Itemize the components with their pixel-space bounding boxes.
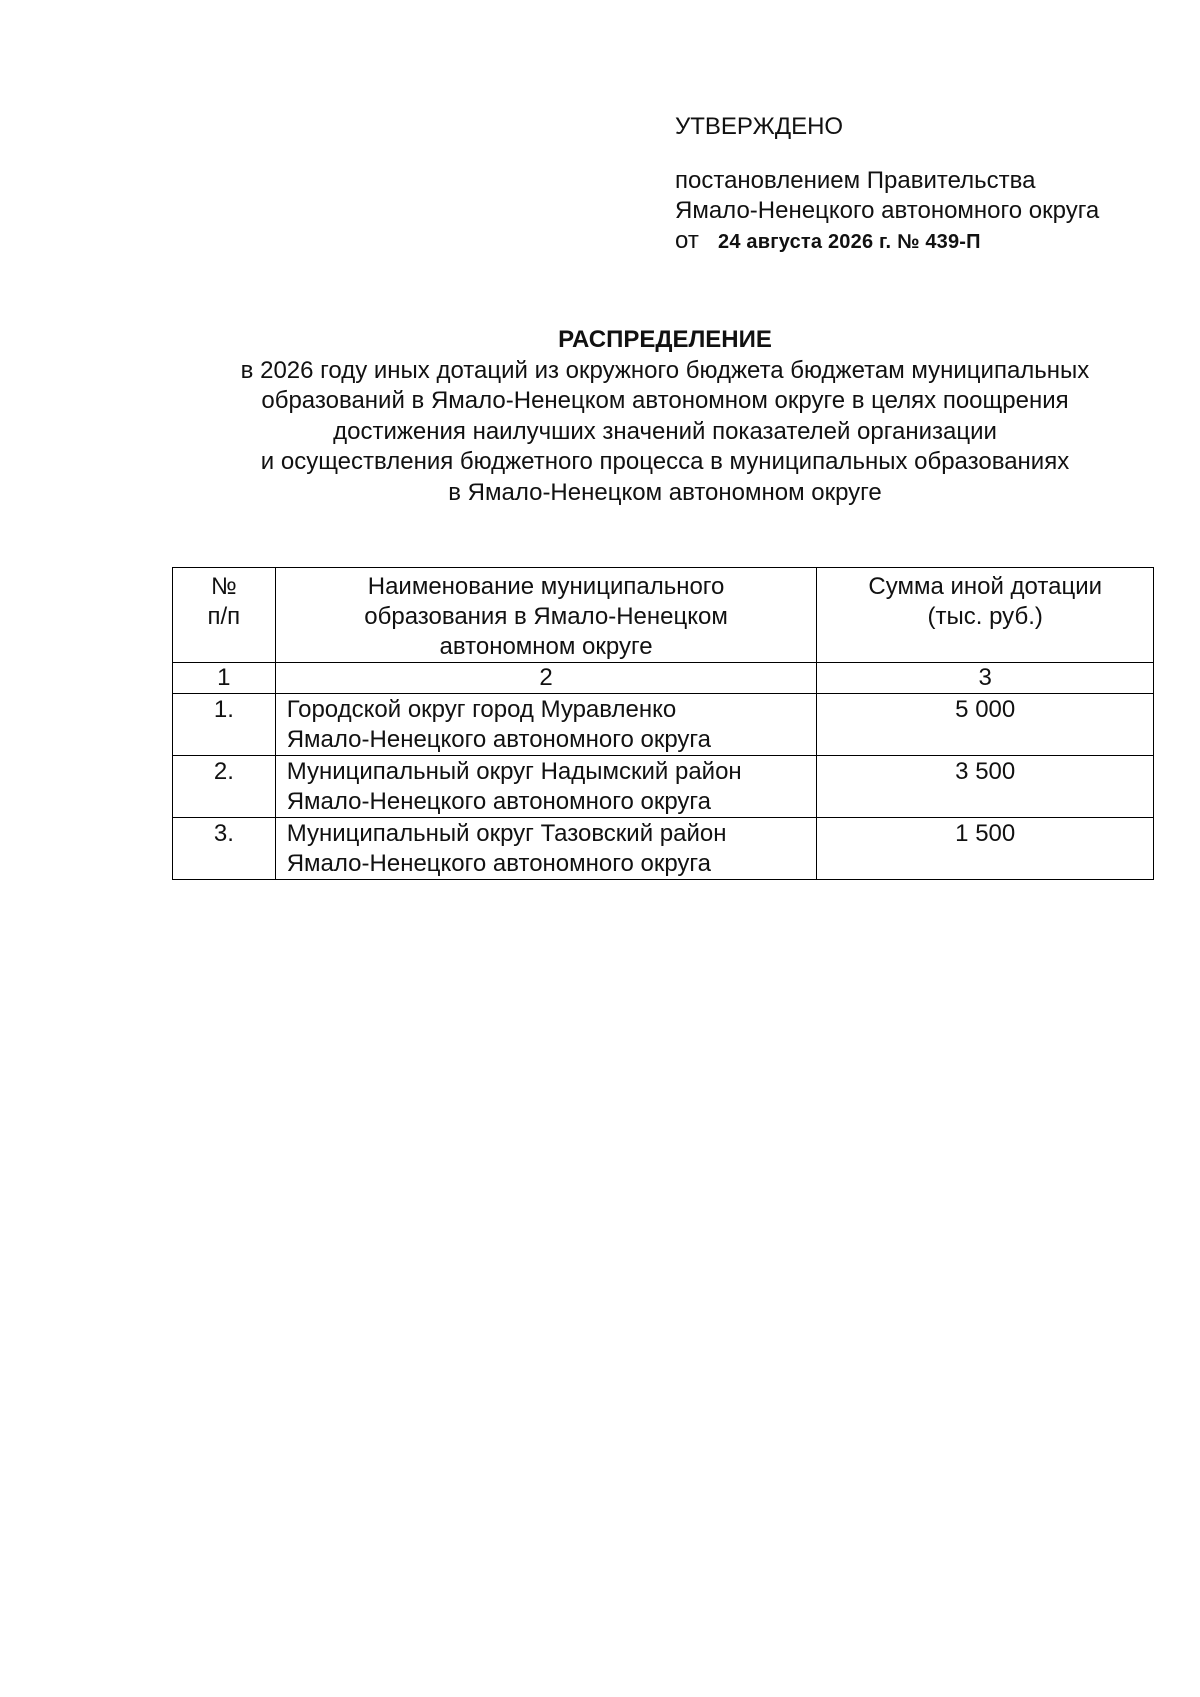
row-name-line-1: Муниципальный округ Надымский район (286, 758, 742, 785)
approval-line-2: Ямало-Ненецкого автономного округа (675, 197, 1100, 224)
header-name-line-2: образования в Ямало-Ненецком (364, 603, 728, 630)
header-num-line-2: п/п (207, 603, 241, 630)
approval-stamp: УТВЕРЖДЕНО (675, 113, 844, 140)
row-num: 3. (173, 818, 276, 880)
table-row (173, 756, 1154, 818)
approval-date-prefix: от (675, 227, 699, 254)
approval-line-1: постановлением Правительства (675, 167, 1036, 194)
table-row (173, 818, 1154, 880)
header-amount (817, 568, 1154, 663)
row-name-line-2: Ямало-Ненецкого автономного округа (286, 850, 711, 877)
row-amount: 1 500 (817, 818, 1154, 880)
table-row (173, 694, 1154, 756)
column-number-1: 1 (173, 663, 276, 694)
column-number-2: 2 (275, 663, 817, 694)
row-num: 2. (173, 756, 276, 818)
header-name (275, 568, 817, 663)
header-name-line-3: автономном округе (439, 633, 653, 660)
distribution-table (172, 567, 1154, 880)
row-name (275, 818, 817, 880)
title-line-5: в Ямало-Ненецком автономном округе (448, 478, 882, 506)
approval-date-line (675, 226, 1195, 257)
row-name-line-1: Городской округ город Муравленко (286, 696, 677, 723)
row-name-line-2: Ямало-Ненецкого автономного округа (286, 788, 711, 815)
document-heading: РАСПРЕДЕЛЕНИЕ (558, 326, 772, 353)
title-line-4: и осуществления бюджетного процесса в муниципальных образованиях (260, 448, 1070, 475)
column-number-row (173, 663, 1154, 694)
document-title-block (130, 325, 1200, 508)
approval-block (675, 112, 1195, 257)
header-amount-line-1: Сумма иной дотации (868, 573, 1103, 600)
approval-date: 24 августа 2026 г. № 439-П (718, 231, 981, 253)
column-number-3: 3 (817, 663, 1154, 694)
table-header-row (173, 568, 1154, 663)
header-amount-line-2: (тыс. руб.) (927, 603, 1043, 630)
row-name-line-1: Муниципальный округ Тазовский район (286, 820, 727, 847)
row-num: 1. (173, 694, 276, 756)
row-name (275, 694, 817, 756)
row-name (275, 756, 817, 818)
row-name-line-2: Ямало-Ненецкого автономного округа (286, 726, 711, 753)
row-amount: 3 500 (817, 756, 1154, 818)
header-num-line-1: № (210, 573, 237, 600)
header-name-line-1: Наименование муниципального (367, 573, 725, 600)
title-line-3: достижения наилучших значений показателей организации (333, 417, 997, 445)
header-num (173, 568, 276, 663)
row-amount: 5 000 (817, 694, 1154, 756)
title-line-2: образований в Ямало-Ненецком автономном округе в целях поощрения (261, 387, 1069, 414)
title-line-1: в 2026 году иных дотаций из окружного бюджета бюджетам муниципальных (240, 356, 1090, 384)
